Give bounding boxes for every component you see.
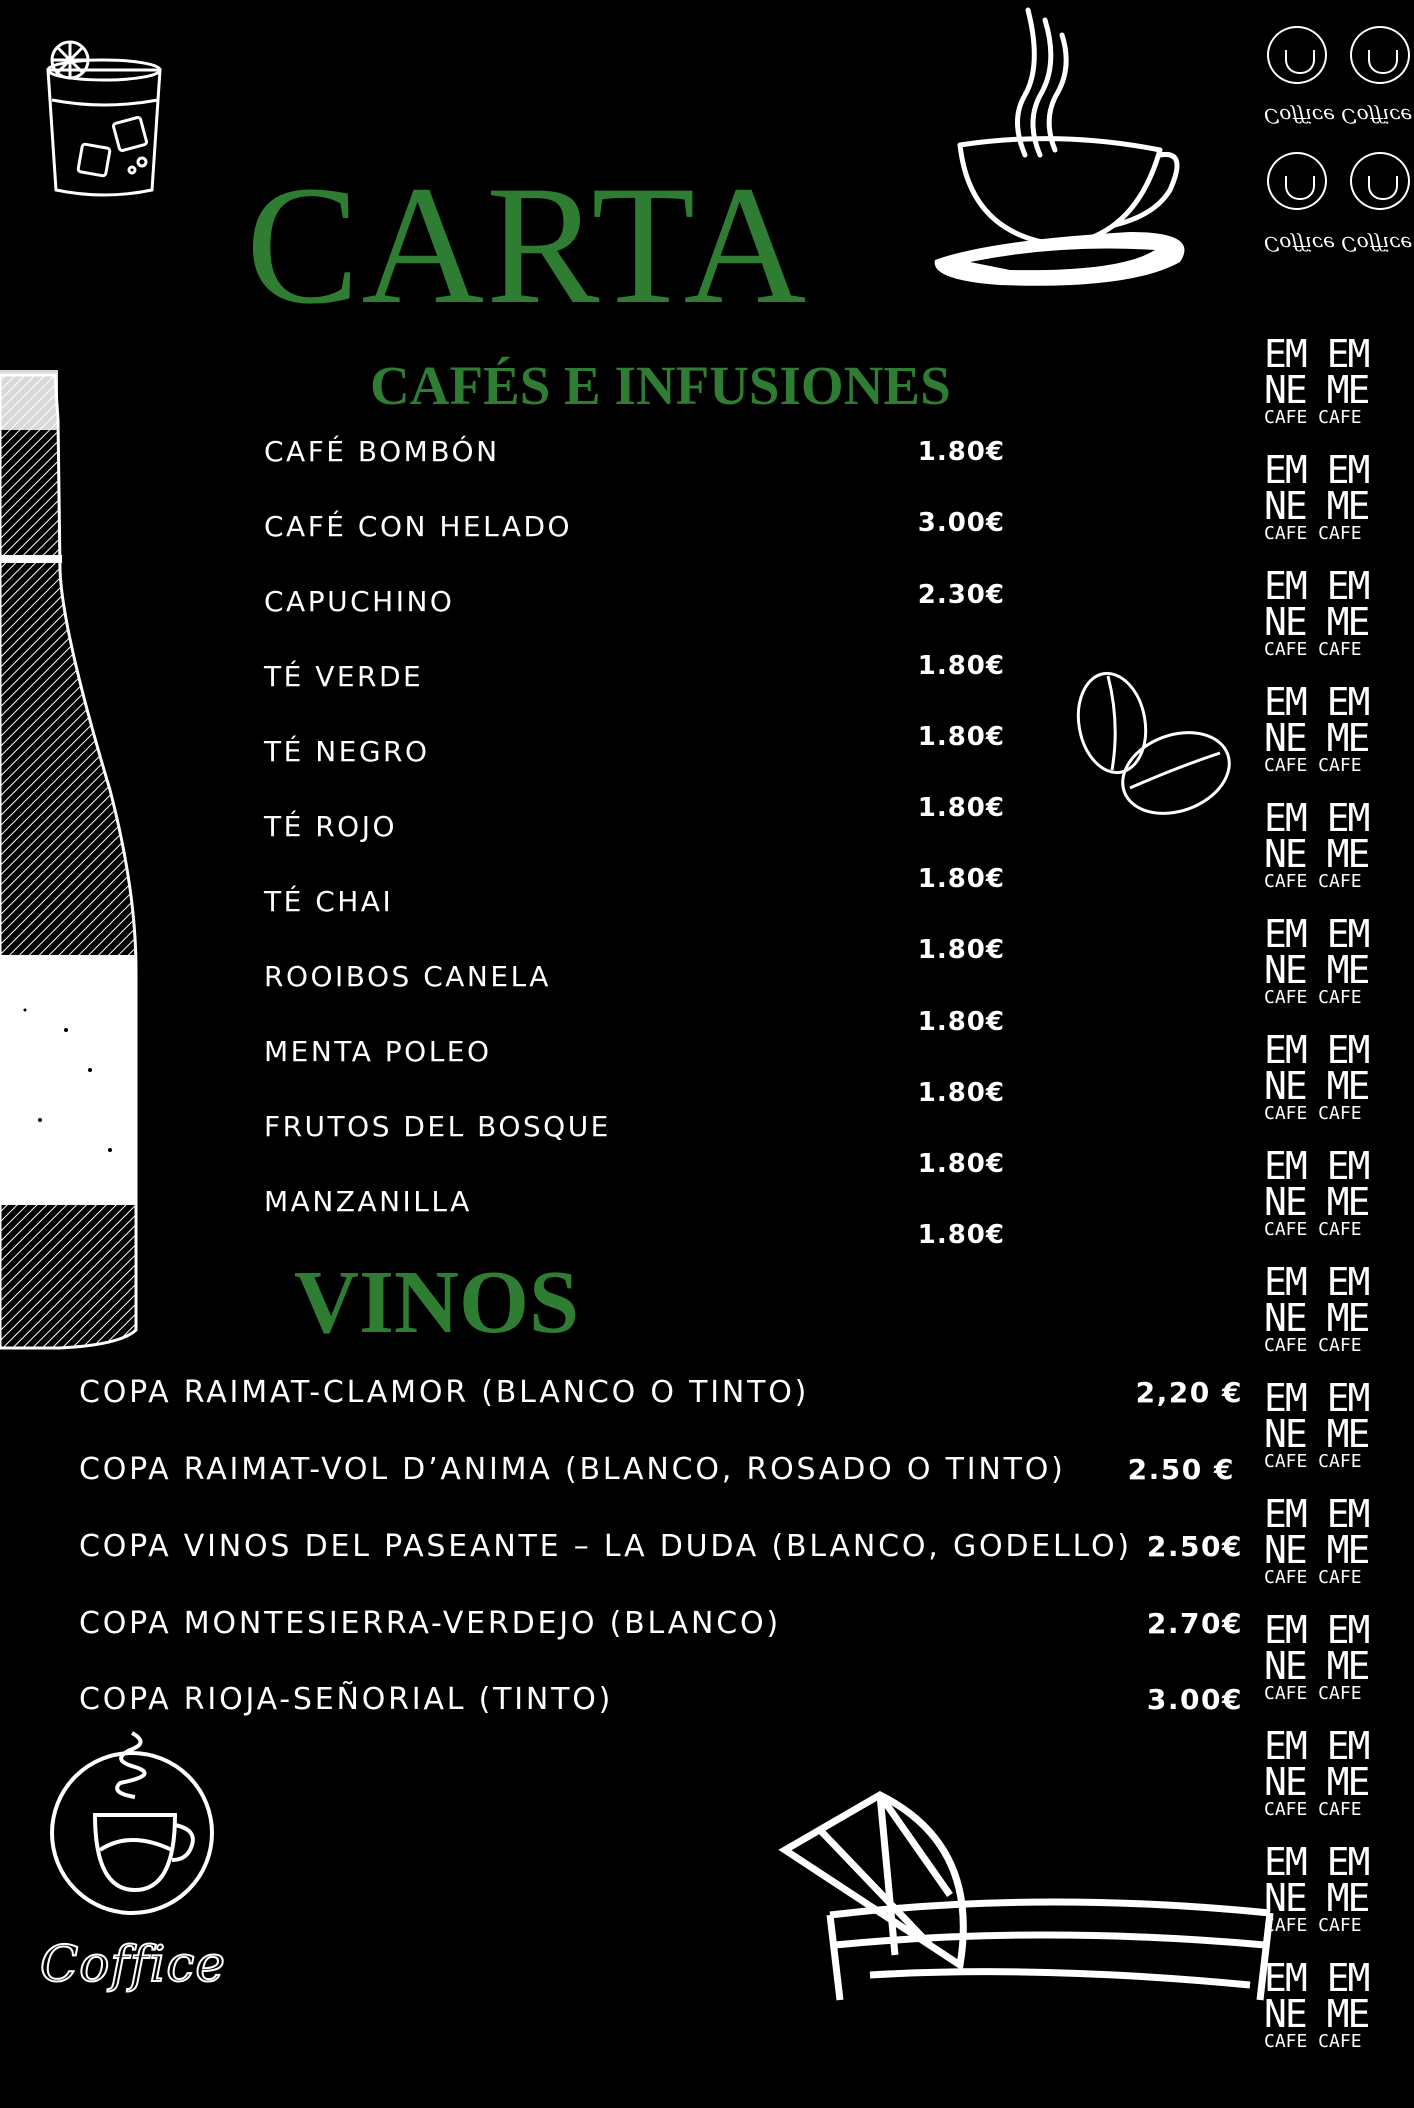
wine-bottle-icon	[0, 370, 145, 1350]
cocktail-glass-icon	[30, 38, 180, 203]
cafe-item-name: ROOIBOS CANELA	[264, 960, 551, 993]
wine-item-price: 2.50€	[1146, 1530, 1243, 1563]
cafe-item-price: 1.80€	[917, 437, 1005, 467]
cafe-item-price: 1.80€	[917, 793, 1005, 823]
cafe-item-name: CAPUCHINO	[264, 585, 455, 618]
strip-logo-icon	[1350, 152, 1410, 210]
vinos-heading: VINOS	[294, 1253, 580, 1352]
strip-logo-icon	[1350, 26, 1410, 84]
cafe-item-price: 1.80€	[917, 722, 1005, 752]
cafe-item-name: MANZANILLA	[264, 1185, 472, 1218]
wine-item-name: COPA VINOS DEL PASEANTE – LA DUDA (BLANCO, GODELLO)	[79, 1529, 1132, 1564]
cafe-item-name: MENTA POLEO	[264, 1035, 492, 1068]
strip-block: EM EM NE ME CAFE CAFE	[1264, 1376, 1369, 1472]
strip-block: EM EM NE ME CAFE CAFE	[1264, 1260, 1369, 1356]
cafe-item-name: FRUTOS DEL BOSQUE	[264, 1110, 611, 1143]
strip-block: EM EM NE ME CAFE CAFE	[1264, 680, 1369, 776]
strip-block: EM EM NE ME CAFE CAFE	[1264, 1608, 1369, 1704]
cafe-item-price: 3.00€	[917, 508, 1005, 538]
strip-block: EM EM NE ME CAFE CAFE	[1264, 1840, 1369, 1936]
strip-logo-text: Coffice Coffice	[1264, 232, 1413, 256]
strip-logo-icon	[1267, 152, 1327, 210]
cafe-item-name: TÉ ROJO	[264, 810, 397, 843]
strip-block: EM EM NE ME CAFE CAFE	[1264, 912, 1369, 1008]
strip-block: EM EM NE ME CAFE CAFE	[1264, 1724, 1369, 1820]
cafe-item-price: 1.80€	[917, 935, 1005, 965]
lemon-glass-icon	[780, 1795, 1280, 2000]
wine-item-name: COPA RAIMAT-VOL D’ANIMA (BLANCO, ROSADO O TINTO)	[79, 1452, 1066, 1487]
decorative-brand-strip	[1262, 0, 1414, 2052]
wine-item-name: COPA RIOJA-SEÑORIAL (TINTO)	[79, 1682, 614, 1717]
strip-block: EM EM NE ME CAFE CAFE	[1264, 796, 1369, 892]
cafe-item-name: TÉ CHAI	[264, 885, 394, 918]
page-title: CARTA	[246, 151, 809, 339]
cafe-item-price: 1.80€	[917, 1149, 1005, 1179]
strip-block: EM EM NE ME CAFE CAFE	[1264, 1028, 1369, 1124]
wine-item-price: 2.70€	[1146, 1607, 1243, 1640]
strip-block: EM EM NE ME CAFE CAFE	[1264, 1492, 1369, 1588]
strip-logo-icon	[1267, 26, 1327, 84]
strip-block: EM EM NE ME CAFE CAFE	[1264, 448, 1369, 544]
strip-block: EM EM NE ME CAFE CAFE	[1264, 1144, 1369, 1240]
strip-block: EM EM NE ME CAFE CAFE	[1264, 1956, 1369, 2052]
wine-item-price: 2,20 €	[1135, 1376, 1243, 1409]
wine-item-price: 3.00€	[1146, 1683, 1243, 1716]
coffee-cup-icon	[930, 0, 1190, 295]
cafe-item-price: 1.80€	[917, 1220, 1005, 1250]
cafes-heading: CAFÉS E INFUSIONES	[370, 355, 951, 416]
wine-item-price: 2.50 €	[1127, 1453, 1235, 1486]
cafe-item-name: TÉ NEGRO	[264, 735, 430, 768]
strip-logo-text: Coffice Coffice	[1264, 104, 1413, 128]
cafe-item-name: CAFÉ CON HELADO	[264, 510, 573, 543]
cafe-item-price: 1.80€	[917, 651, 1005, 681]
coffee-beans-icon	[1070, 668, 1230, 823]
wine-item-name: COPA RAIMAT-CLAMOR (BLANCO O TINTO)	[79, 1375, 810, 1410]
wine-item-name: COPA MONTESIERRA-VERDEJO (BLANCO)	[79, 1606, 781, 1641]
strip-block: EM EM NE ME CAFE CAFE	[1264, 564, 1369, 660]
cafe-item-price: 1.80€	[917, 1007, 1005, 1037]
coffee-logo-icon	[40, 1725, 225, 1915]
brand-logo-text: Coffice	[40, 1935, 226, 1993]
cafe-item-price: 2.30€	[917, 580, 1005, 610]
cafe-item-price: 1.80€	[917, 864, 1005, 894]
strip-block: EM EM NE ME CAFE CAFE	[1264, 332, 1369, 428]
cafe-item-name: CAFÉ BOMBÓN	[264, 435, 500, 468]
cafe-item-price: 1.80€	[917, 1078, 1005, 1108]
cafe-item-name: TÉ VERDE	[264, 660, 424, 693]
